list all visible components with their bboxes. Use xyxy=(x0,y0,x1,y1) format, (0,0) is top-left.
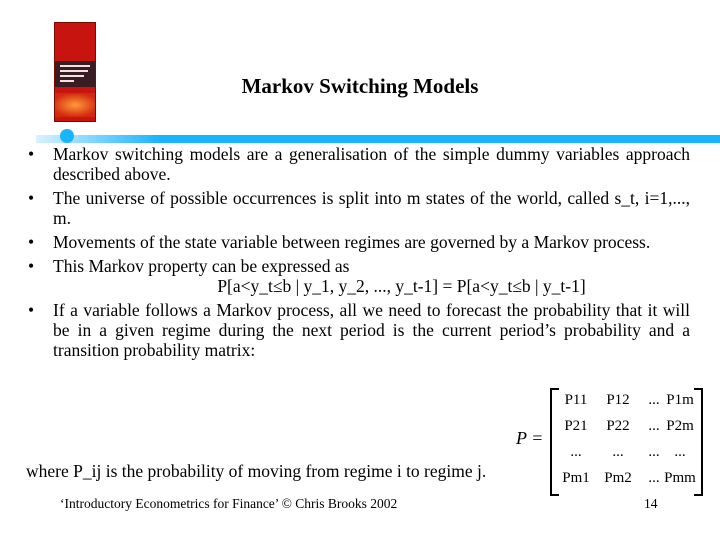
matrix-cell: ... xyxy=(570,444,582,460)
bullet-text: The universe of possible occurrences is split into m states of the world, called s_t, i=1,..., m. xyxy=(53,188,690,228)
bullet-text: Markov switching models are a generalisation of the simple dummy variables approach described above. xyxy=(53,144,690,184)
matrix-cell: ... xyxy=(648,418,660,434)
bullet-item: • This Markov property can be expressed as P[a<y_t≤b | y_1, y_2, ..., y_t-1] = P[a<y_t≤b | y_t-1] xyxy=(22,256,690,296)
matrix-cell: P1m xyxy=(666,392,694,408)
matrix-cell: P2m xyxy=(666,418,694,434)
page-number: 14 xyxy=(644,496,658,511)
matrix-cell: P21 xyxy=(564,418,588,434)
matrix-cell: Pm2 xyxy=(604,470,632,486)
where-definition: where P_ij is the probability of moving from regime i to regime j. xyxy=(26,461,487,481)
slide-title: Markov Switching Models xyxy=(241,74,479,98)
divider-dot xyxy=(60,129,74,143)
bullet-item: • If a variable follows a Markov process, all we need to forecast the probability that it will be in a given regime during the next period is the current period’s probability and a transition probability matrix: xyxy=(28,300,690,360)
bullet-item: • The universe of possible occurrences is split into m states of the world, called s_t, i=1,..., m. xyxy=(28,188,690,228)
matrix-label: P = xyxy=(516,428,544,448)
matrix-cell: P12 xyxy=(606,392,630,408)
bullet-text: This Markov property can be expressed as xyxy=(53,256,350,276)
transition-matrix xyxy=(516,386,706,496)
matrix-cell: P22 xyxy=(606,418,630,434)
bullet-item: • Markov switching models are a generalisation of the simple dummy variables approach described above. xyxy=(28,144,690,184)
matrix-cell: P11 xyxy=(564,392,588,408)
matrix-cell: ... xyxy=(648,392,660,408)
bullet-list xyxy=(22,144,690,364)
matrix-cell: Pmm xyxy=(664,470,696,486)
matrix-cell: ... xyxy=(648,470,660,486)
matrix-cell: ... xyxy=(648,444,660,460)
bullet-text: If a variable follows a Markov process, all we need to forecast the probability that it will be in a given regime during the next period is the current period’s probability and a transition probability matrix: xyxy=(53,300,690,360)
markov-property-equation: P[a<y_t≤b | y_1, y_2, ..., y_t-1] = P[a<y_t≤b | y_t-1] xyxy=(217,276,586,296)
bullet-item: • Movements of the state variable between regimes are governed by a Markov process. xyxy=(28,232,651,252)
matrix-cell: ... xyxy=(612,444,624,460)
bullet-text: Movements of the state variable between regimes are governed by a Markov process. xyxy=(53,232,651,252)
title-divider xyxy=(36,135,720,143)
book-cover-image xyxy=(54,22,96,122)
footer-citation: ‘Introductory Econometrics for Finance’ © Chris Brooks 2002 xyxy=(60,496,398,511)
matrix-cell: ... xyxy=(674,444,686,460)
matrix-cell: Pm1 xyxy=(562,470,590,486)
